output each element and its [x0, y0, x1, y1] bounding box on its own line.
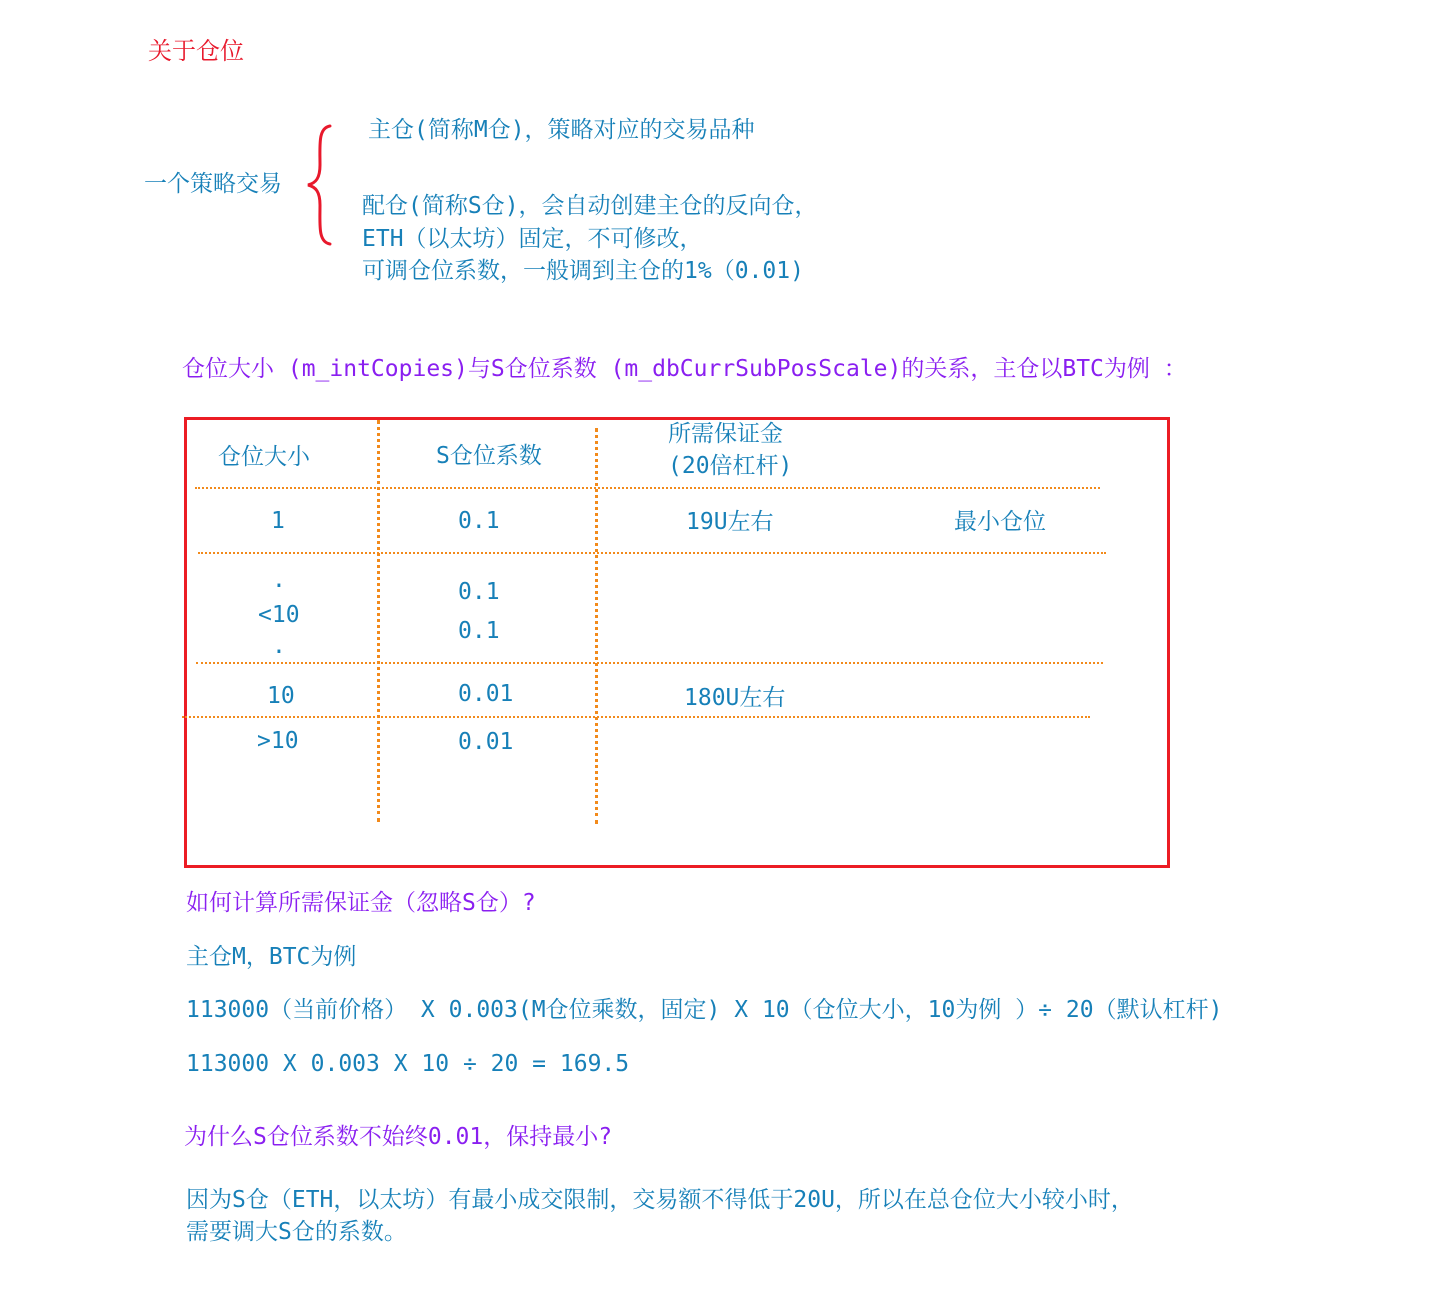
curly-brace-icon	[300, 120, 340, 250]
why-line-2: 需要调大S仓的系数。	[186, 1219, 407, 1245]
row2-size: <10	[258, 602, 300, 628]
header-leverage: (20倍杠杆)	[668, 453, 793, 479]
row1-scale: 0.1	[458, 508, 500, 534]
sub-position-line-1: 配仓(简称S仓)，会自动创建主仓的反向仓，	[362, 193, 818, 219]
main-position-text: 主仓(简称M仓)，策略对应的交易品种	[368, 117, 755, 143]
sub-position-line-3: 可调仓位系数，一般调到主仓的1%（0.01)	[362, 258, 804, 284]
relation-heading: 仓位大小 (m_intCopies)与S仓位系数 (m_dbCurrSubPosScale)的关系，主仓以BTC为例 ：	[182, 356, 1187, 382]
why-line-1: 因为S仓（ETH，以太坊）有最小成交限制，交易额不得低于20U，所以在总仓位大小较小时，	[186, 1187, 1134, 1213]
position-table-box	[184, 417, 1170, 868]
calc-formula: 113000（当前价格） X 0.003(M仓位乘数，固定) X 10（仓位大小，10为例 ）÷ 20（默认杠杆)	[186, 997, 1223, 1023]
page-title: 关于仓位	[148, 37, 244, 65]
row1-margin: 19U左右	[686, 509, 774, 535]
calc-subheading: 主仓M，BTC为例	[186, 944, 357, 970]
header-s-scale: S仓位系数	[436, 443, 542, 469]
strategy-label: 一个策略交易	[144, 171, 282, 197]
table-grid-line	[195, 487, 1100, 489]
table-grid-line	[595, 428, 598, 824]
row3-size: 10	[267, 683, 295, 709]
row1-size: 1	[271, 508, 285, 534]
table-grid-line	[182, 716, 1090, 718]
header-position-size: 仓位大小	[218, 444, 310, 470]
table-grid-line	[377, 420, 380, 822]
row4-size: >10	[257, 728, 299, 754]
row3-scale: 0.01	[458, 681, 514, 707]
row4-scale: 0.01	[458, 729, 514, 755]
sub-position-line-2: ETH（以太坊）固定，不可修改，	[362, 226, 703, 252]
table-grid-line	[196, 662, 1103, 664]
row2-dot-top: .	[272, 567, 286, 593]
why-heading: 为什么S仓位系数不始终0.01，保持最小?	[184, 1124, 613, 1150]
row3-margin: 180U左右	[684, 685, 786, 711]
row2-dot-bottom: .	[272, 633, 286, 659]
row2-scale-2: 0.1	[458, 618, 500, 644]
calc-result: 113000 X 0.003 X 10 ÷ 20 = 169.5	[186, 1051, 630, 1077]
table-grid-line	[198, 552, 1106, 554]
header-margin: 所需保证金	[668, 421, 783, 447]
row1-note: 最小仓位	[954, 509, 1046, 535]
calc-heading: 如何计算所需保证金（忽略S仓）?	[186, 890, 536, 916]
row2-scale-1: 0.1	[458, 579, 500, 605]
